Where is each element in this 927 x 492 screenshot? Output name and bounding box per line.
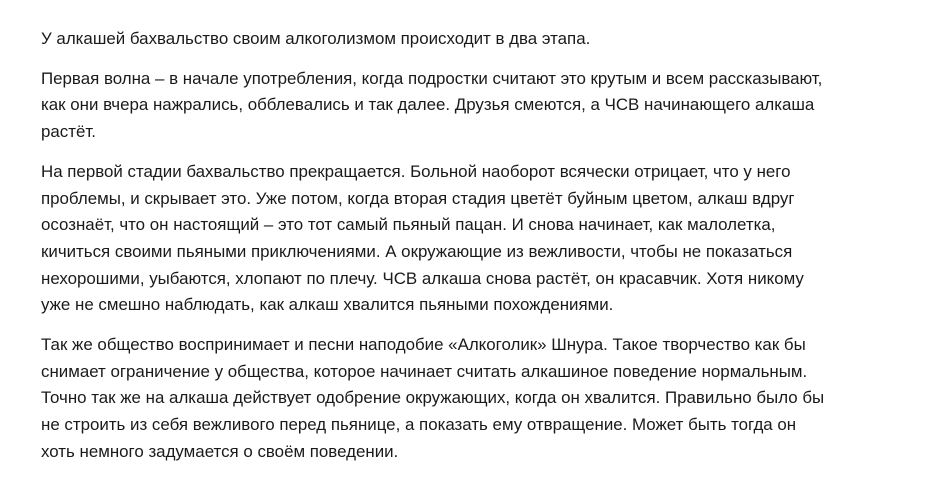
paragraph-intro: У алкашей бахвальство своим алкоголизмом происходит в два этапа. xyxy=(41,29,591,48)
document-body xyxy=(41,26,911,479)
paragraph-first-stage: На первой стадии бахвальство прекращается. Больной наоборот всячески отрицает, что у него проблемы, и скрывает это. Уже потом, когда вторая стадия цветёт буйным цветом, алкаш вдруг осознаёт, что он настоящий – это тот самый пьяный пацан. И снова начинает, как малолетка, кичиться своими пьяными приключениями. А окружающие из вежливости, чтобы не показаться нехорошими, уыбаются, хлопают по плечу. ЧСВ алкаша снова растёт, он красавчик. Хотя никому уже не смешно наблюдать, как алкаш хвалится пьяными похождениями. xyxy=(41,161,804,315)
paragraph-society: Так же общество воспринимает и песни наподобие «Алкоголик» Шнура. Такое творчество как бы снимает ограничение у общества, которое начинает считать алкашиное поведение нормальным. Точно так же на алкаша действует одобрение окружающих, когда он хвалится. Правильно было бы не строить из себя вежливого перед пьянице, а показать ему отвращение. Может быть тогда он хоть немного задумается о своём поведении. xyxy=(41,335,825,461)
paragraph-first-wave: Первая волна – в начале употребления, когда подростки считают это крутым и всем рассказывают, как они вчера нажрались, обблевались и так далее. Друзья смеются, а ЧСВ начинающего алкаша растёт. xyxy=(41,68,823,142)
